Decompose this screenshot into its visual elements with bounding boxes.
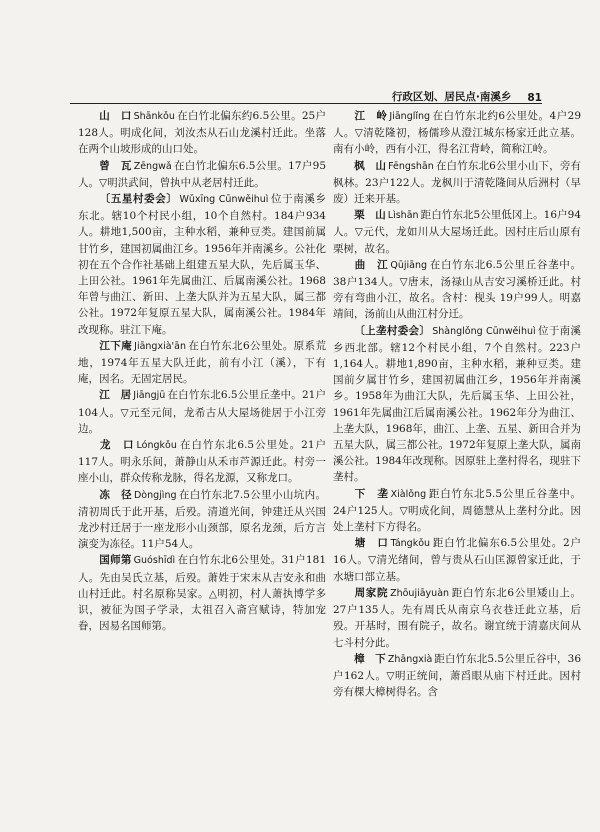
place-name: 〔五星村委会〕 bbox=[99, 193, 178, 206]
entry-text: 位于南溪乡东北。辖10个村民小组，10个自然村。184户934人。耕地1,500亩，主种水稻，兼种豆类。建国前属甘竹乡，建国初属曲江乡。1956年并南溪乡。公社化初在五个合作社基础上组建五星大队，先后属玉华、上田公社。1961年先属曲江、后属南溪公社。1968年曾与曲江、新田、上垄大队并为五星大队，属三都公社。1972年复原五星大队，属南溪公社。1984年改现称。驻江下庵。 bbox=[78, 193, 327, 336]
pinyin: Zhōujiāyuàn bbox=[390, 587, 450, 599]
gazetteer-entry bbox=[78, 387, 326, 437]
entry-text: 在白竹东北约6公里处。4户29人。▽清乾隆初，杨儒珍从澄江城东杨家迁此立基。南有小岭，西有小江，得名江背岭，简称江岭。 bbox=[333, 110, 581, 156]
pinyin: Jiāngjū bbox=[133, 390, 166, 402]
pinyin: Zēngwǎ bbox=[133, 160, 172, 172]
entry-text: 在白竹东北6.5公里丘谷垄中。38户134人。▽唐末，汤禄山从吉安习溪桥迁此。村旁有弯曲小江，故名。含村：枧头 19户99人。明嘉靖间，汤前山从曲江村分迁。 bbox=[333, 258, 581, 321]
place-name: 曲 江 bbox=[354, 258, 389, 271]
gazetteer-entry bbox=[333, 585, 581, 651]
entry-text: 在白竹东北6公里处。31户181人。先由吴氏立基，后殁。萧姓于宋末从吉安永和曲山村迁此。村名原称吴家。△明初，村人萧执博学多识，被征为国子学录，太祖召入斋宫赋诗，特加宠眷，因易名国师第。 bbox=[78, 554, 327, 633]
gazetteer-entry bbox=[78, 108, 326, 158]
running-header bbox=[70, 84, 542, 104]
right-column bbox=[333, 108, 581, 700]
place-name: 栗 山 bbox=[354, 209, 386, 222]
entry-text: 在白竹东北6.5公里丘垄中。21户104人。▽元至元间，龙希古从大屋场徙居于小江旁边。 bbox=[78, 389, 327, 435]
place-name: 塘 口 bbox=[354, 537, 389, 550]
place-name: 曾 瓦 bbox=[99, 159, 132, 172]
page-number: 81 bbox=[527, 92, 542, 104]
pinyin: Zhāngxià bbox=[387, 653, 433, 665]
place-name: 下 垄 bbox=[354, 487, 389, 500]
pinyin: Shànglǒng Cūnwěihuì bbox=[432, 325, 536, 337]
gazetteer-entry bbox=[78, 552, 326, 634]
entry-text: 在白竹北偏东6.5公里。17户95人。▽明洪武间，曾执中从老居村迁此。 bbox=[78, 159, 327, 189]
gazetteer-entry bbox=[333, 108, 581, 158]
pinyin: Fēngshān bbox=[388, 160, 434, 172]
pinyin: Jiāngxià'ān bbox=[134, 340, 186, 352]
place-name: 龙 口 bbox=[99, 439, 135, 452]
pinyin: Shānkǒu bbox=[133, 111, 175, 122]
entry-text: 在白竹北偏东约6.5公里。25户128人。明成化间，刘汝杰从石山龙溪村迁此。坐落在两个山坡形成的山口处。 bbox=[78, 110, 326, 156]
gazetteer-entry bbox=[78, 487, 326, 553]
place-name: 江 岭 bbox=[354, 110, 388, 122]
header-rule bbox=[70, 103, 542, 104]
gazetteer-entry bbox=[78, 437, 326, 487]
gazetteer-entry bbox=[333, 323, 581, 486]
pinyin: Guóshīdì bbox=[133, 555, 176, 567]
entry-text: 距白竹东北5.5公里丘谷中，36户162人。▽明正统间，萧舀眼从庙下村迁此。因村旁有棵大樟树得名。含 bbox=[333, 652, 582, 699]
entry-text: 位于南溪乡西北部。辖12个村民小组，7个自然村。223户1,164人。耕地1,890亩，主种水稻，兼种豆类。建国前夕属甘竹乡，建国初属曲江乡，1956年并南溪乡。1958年为曲江大队，先后属玉华、上田公社，1961年先属曲江后属南溪公社。1962年分为曲江、上垄大队，1968年，曲江、上垄、五星、新田合并为五星大队，属三都公社。1972年复原上垄大队，属南溪公社。1984年改现称。因原驻上垄村得名，现驻下垄村。 bbox=[333, 324, 582, 484]
entry-text: 在白竹东北6.5公里处。21户117人。明永乐间，萧静山从禾市芦源迁此。村旁一座小山，群众传称龙脉，得名龙源，又称龙口。 bbox=[78, 439, 327, 485]
gazetteer-entry bbox=[78, 158, 326, 191]
pinyin: Dòngjìng bbox=[133, 489, 177, 501]
header-title: 行政区划、居民点·南溪乡 bbox=[391, 91, 512, 103]
entry-text: 距白竹北偏东6.5公里处。2户16人。▽清光绪间，曾与贵从石山匡源曾家迁此，于水塘口部立基。 bbox=[333, 537, 582, 583]
gazetteer-entry bbox=[78, 338, 326, 388]
place-name: 江 居 bbox=[99, 389, 132, 402]
pinyin: Qūjiāng bbox=[390, 259, 428, 271]
place-name: 樟 下 bbox=[354, 652, 386, 665]
entry-text: 在白竹东北7.5公里小山坑内。清初周氏于此开基，后殁。清道光间，钟建迁从兴国龙沙村迁居于一座龙形小山颈部，原名龙颈，后方言演变为冻径。11户54人。 bbox=[78, 488, 327, 551]
place-name: 周家院 bbox=[354, 586, 389, 599]
pinyin: Lìshān bbox=[387, 210, 419, 222]
place-name: 江下庵 bbox=[99, 339, 133, 352]
entry-text: 距白竹东北6公里矮山上。27户135人。先有周氏从南京乌衣巷迁此立基，后殁。开基时，围有院子，故名。谢宜统于清嘉庆间从七斗村分此。 bbox=[333, 586, 581, 649]
place-name: 冻 径 bbox=[99, 488, 132, 501]
gazetteer-entry bbox=[333, 535, 581, 585]
gazetteer-entry bbox=[333, 257, 581, 323]
gazetteer-entry bbox=[333, 207, 581, 257]
gazetteer-entry bbox=[333, 651, 581, 701]
gazetteer-entry bbox=[333, 158, 581, 208]
place-name: 山 口 bbox=[99, 110, 132, 122]
place-name: 枫 山 bbox=[354, 159, 387, 172]
pinyin: Lóngkǒu bbox=[136, 440, 177, 452]
pinyin: Jiānglǐng bbox=[389, 111, 431, 122]
pinyin: Xiàlǒng bbox=[390, 488, 427, 500]
pinyin: Wǔxīng Cūnwěihuì bbox=[179, 194, 269, 206]
entry-text: 距白竹东北5公里低冈上。16户94人。▽元代，龙如川从大屋场迁此。因村庄后山原有栗树，故名。 bbox=[333, 209, 582, 255]
pinyin: Tángkǒu bbox=[390, 538, 431, 550]
entry-text: 在白竹东北6公里处。原系荒地，1974年五星大队迁此，前有小江（溪），下有庵，因名。无固定居民。 bbox=[78, 339, 326, 386]
gazetteer-entry bbox=[78, 191, 326, 338]
entry-text: 距白竹东北5.5公里丘谷垄中。24户125人。▽明成化间，周德慧从上垄村分此。因处上垄村下方得名。 bbox=[333, 487, 582, 534]
gazetteer-entry bbox=[333, 486, 581, 536]
entry-text: 在白竹东北6公里小山下，旁有枫林。23户122人。龙枫川于清乾隆间从后洲村（早废）迁来开基。 bbox=[333, 159, 581, 206]
left-column bbox=[78, 108, 326, 635]
place-name: 〔上垄村委会〕 bbox=[354, 324, 431, 337]
place-name: 国师第 bbox=[99, 554, 132, 567]
